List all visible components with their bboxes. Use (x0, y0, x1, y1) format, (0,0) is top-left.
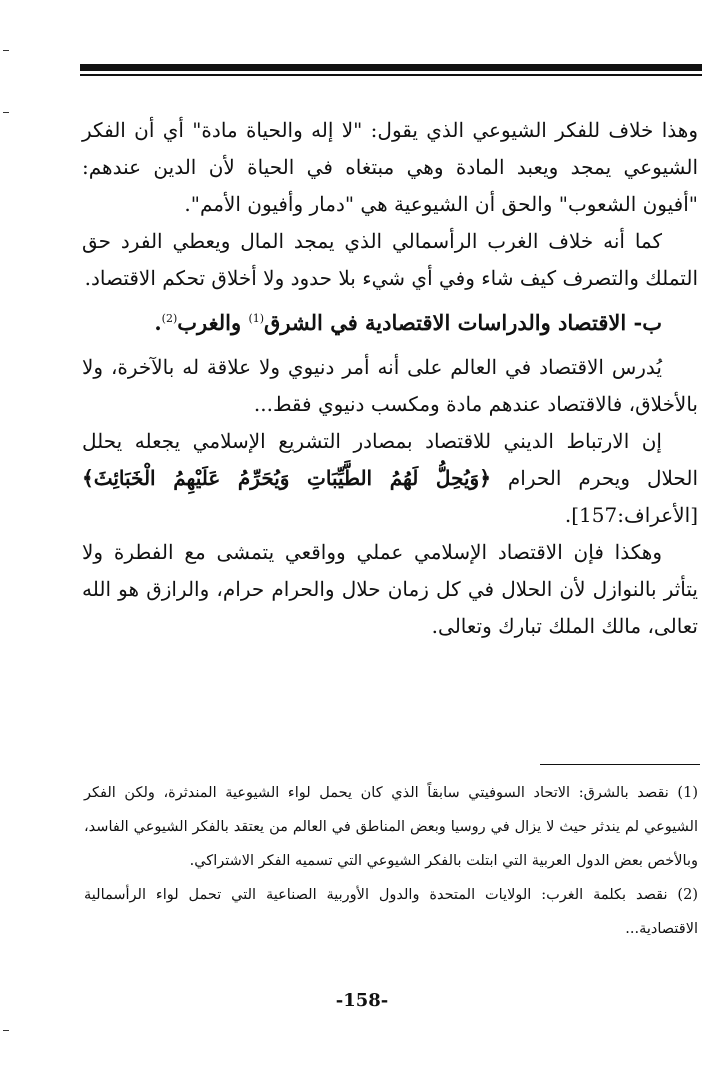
page-number: -158- (335, 990, 389, 1011)
paragraph-religious-text: إن الارتباط الديني للاقتصاد بمصادر التشريع الإسلامي يجعله يحلل الحلال ويحرم الحرام (82, 429, 698, 490)
paragraph-communism: وهذا خلاف للفكر الشيوعي الذي يقول: "لا إله والحياة مادة" أي أن الفكر الشيوعي يمجد ويعبد المادة وهي مبتغاه في الحياة لأن الدين عندهم: "أفيون الشعوب" والحق أن الشيوعية هي "دمار وأفيون الأمم". (82, 118, 698, 216)
margin-mark (3, 1030, 9, 1031)
footnotes (84, 776, 698, 946)
paragraph-religious-link (82, 423, 698, 534)
footnote-ref-1: (1) (248, 312, 265, 325)
footnote-1: (1) نقصد بالشرق: الاتحاد السوفيتي سابقاً الذي كان يحمل لواء الشيوعية المندثرة، ولكن الفكر الشيوعي لم يندثر حيث لا يزال في روسيا وبعض المناطق في العالم من يعتقد بالفكر الشيوعي الفاسد، وبالأخص بعض الدول العربية التي ابتلت بالفكر الشيوعي التي تسميه الفكر الاشتراكي. (84, 785, 698, 869)
margin-mark (3, 112, 9, 113)
margin-mark (3, 50, 9, 51)
header-rule-thin (80, 74, 702, 76)
paragraph-capitalism: كما أنه خلاف الغرب الرأسمالي الذي يمجد المال ويعطي الفرد حق التملك والتصرف كيف شاء وفي أي شيء بلا حدود ولا أخلاق تحكم الاقتصاد. (82, 229, 698, 290)
paragraph-worldly: يُدرس الاقتصاد في العالم على أنه أمر دنيوي ولا علاقة له بالآخرة، ولا بالأخلاق، فالاقتصاد عندهم مادة ومكسب دنيوي فقط... (82, 355, 698, 416)
quran-verse: ﴿وَيُحِلُّ لَهُمُ الطَّيِّبَاتِ وَيُحَرِّمُ عَلَيْهِمُ الْخَبَائِثَ﴾ (82, 466, 491, 490)
main-text (82, 112, 698, 645)
heading-text-east: ب- الاقتصاد والدراسات الاقتصادية في الشرق (264, 310, 662, 335)
heading-text-west: والغرب (177, 310, 249, 335)
paragraph-islamic-economy: وهكذا فإن الاقتصاد الإسلامي عملي وواقعي يتمشى مع الفطرة ولا يتأثر بالنوازل لأن الحلال في كل زمان حلال والحرام حرام، والرازق هو الله تعالى، مالك الملك تبارك وتعالى. (82, 540, 698, 638)
header-rule-thick (80, 64, 702, 71)
footnote-ref-2: (2) (161, 312, 178, 325)
footnote-separator (540, 764, 700, 765)
section-heading (82, 299, 698, 343)
footnote-2: (2) نقصد بكلمة الغرب: الولايات المتحدة والدول الأوربية الصناعية التي تحمل لواء الرأسمالية الاقتصادية... (84, 887, 698, 937)
verse-reference: [الأعراف:157]. (564, 503, 698, 527)
heading-end: . (154, 310, 162, 335)
